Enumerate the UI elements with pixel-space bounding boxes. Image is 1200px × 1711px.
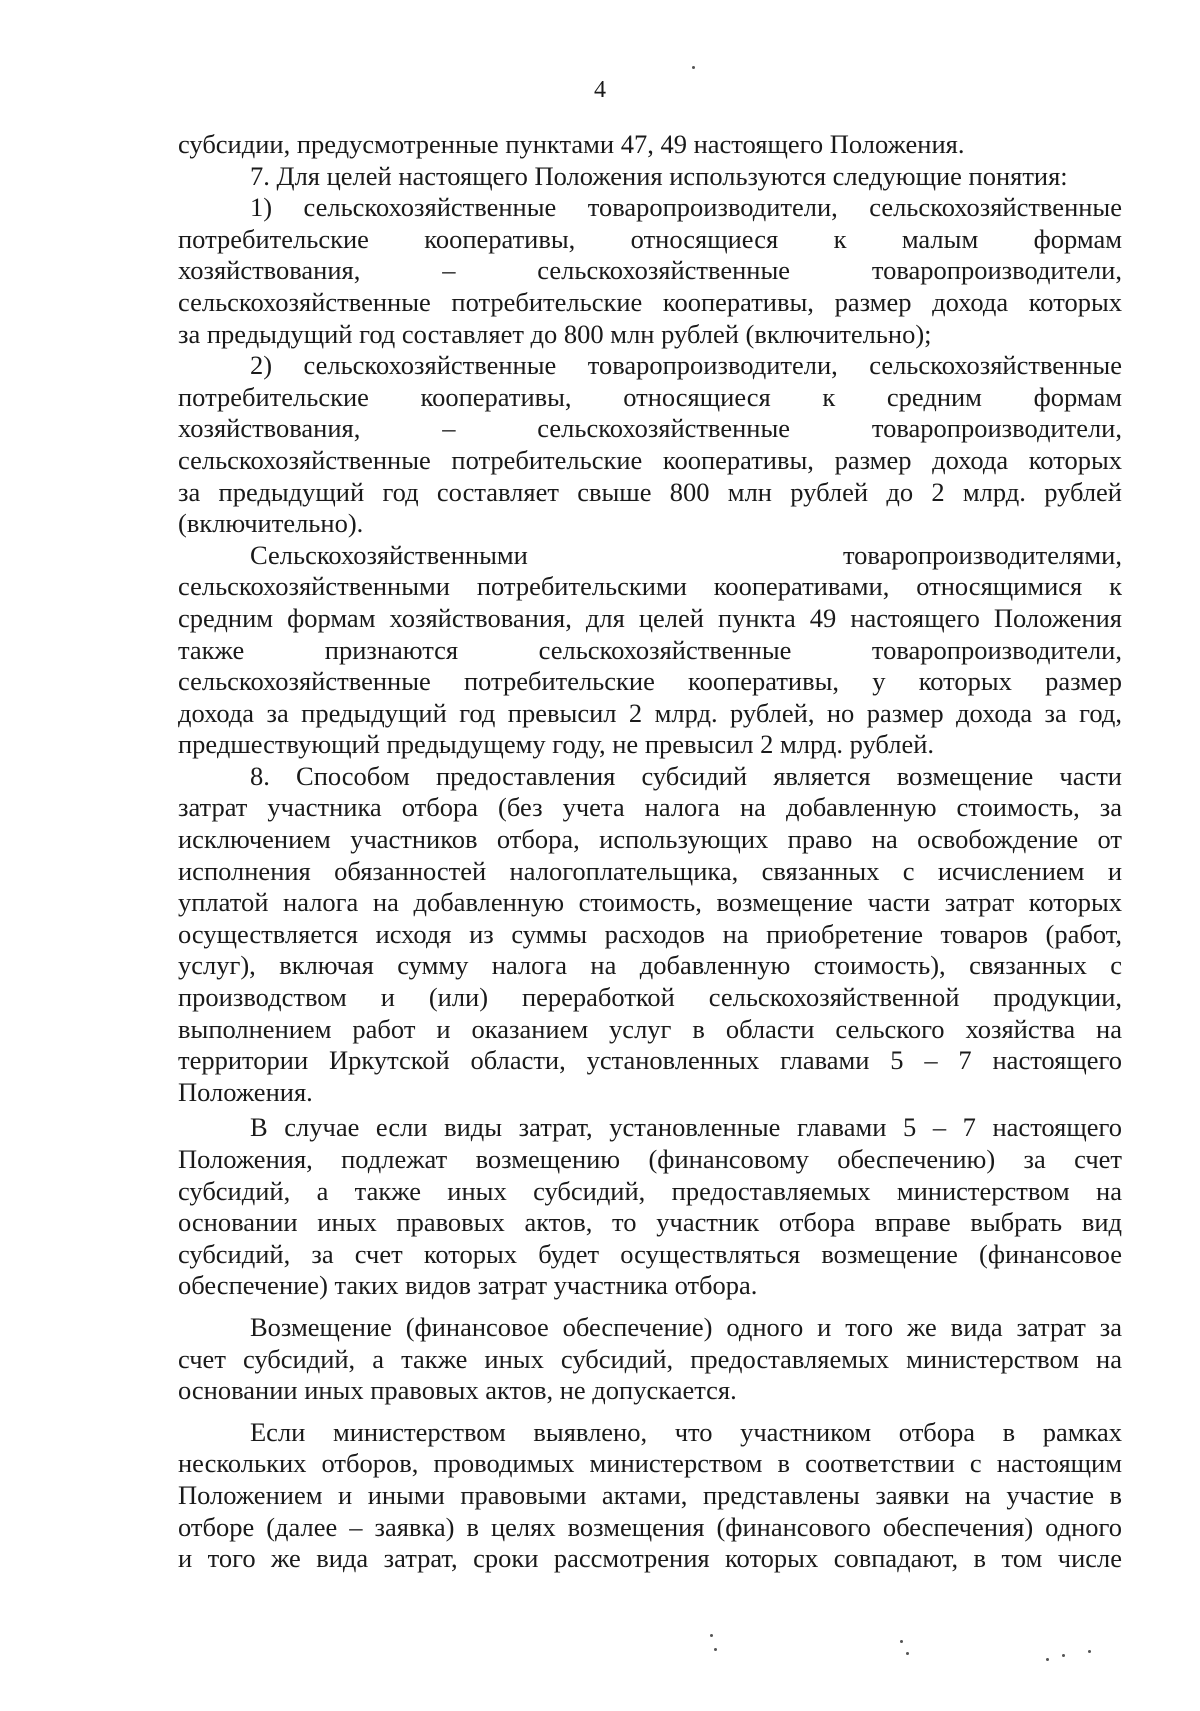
text-line: 7. Для целей настоящего Положения используются следующие понятия: [250, 160, 1068, 191]
text-line: Если министерством выявлено, что участником отбора в рамках [250, 1416, 1122, 1447]
scan-speck [1088, 1650, 1091, 1653]
text-line: Положения, подлежат возмещению (финансовому обеспечению) за счет [178, 1144, 1122, 1174]
paragraph-continuation [178, 129, 1122, 161]
text-line: за предыдущий год составляет до 800 млн рублей (включительно); [178, 318, 932, 349]
text-line: счет субсидий, а также иных субсидий, предоставляемых министерством на [178, 1343, 1122, 1374]
text-line: Положения. [178, 1076, 313, 1107]
text-line: услуг), включая сумму налога на добавленную стоимость), связанных с [178, 950, 1122, 981]
text-line: Сельскохозяйственными товаропроизводителями, [250, 539, 1122, 570]
text-line: сельскохозяйственные потребительские кооперативы, размер дохода которых [178, 286, 1122, 317]
text-line: территории Иркутской области, установленных главами 5 – 7 настоящего [178, 1045, 1122, 1076]
text-line: отборе (далее – заявка) в целях возмещения (финансового обеспечения) одного [178, 1511, 1122, 1542]
text-line: осуществляется исходя из суммы расходов на приобретение товаров (работ, [178, 918, 1122, 949]
text-line: 8. Способом предоставления субсидий является возмещение части [250, 760, 1122, 791]
scan-speck [1062, 1654, 1065, 1657]
text-line: субсидий, за счет которых будет осуществляться возмещение (финансовое [178, 1238, 1122, 1269]
text-line: 2) сельскохозяйственные товаропроизводители, сельскохозяйственные [250, 350, 1122, 381]
scan-speck [710, 1634, 713, 1637]
paragraph-cost-types [178, 1112, 1122, 1302]
text-line: Возмещение (финансовое обеспечение) одного и того же вида затрат за [250, 1311, 1122, 1342]
text-line: потребительские кооперативы, относящиеся к малым формам [178, 223, 1122, 254]
paragraph-subitem-1 [178, 192, 1122, 350]
text-line: затрат участника отбора (без учета налога на добавленную стоимость, за [178, 792, 1122, 823]
text-line: потребительские кооперативы, относящиеся к средним формам [178, 381, 1122, 412]
text-line: уплатой налога на добавленную стоимость, возмещение части затрат которых [178, 887, 1122, 918]
text-line: субсидии, предусмотренные пунктами 47, 49 настоящего Положения. [178, 129, 965, 159]
text-line: предшествующий предыдущему году, не превысил 2 млрд. рублей. [178, 729, 935, 760]
text-line: исключением участников отбора, использующих право на освобождение от [178, 824, 1122, 855]
text-line: за предыдущий год составляет свыше 800 млн рублей до 2 млрд. рублей [178, 476, 1122, 507]
text-line: хозяйствования, – сельскохозяйственные товаропроизводители, [178, 413, 1122, 444]
paragraph-subitem-2 [178, 350, 1122, 540]
text-line: Положением и иными правовыми актами, представлены заявки на участие в [178, 1479, 1122, 1510]
paragraph-item-8 [178, 761, 1122, 1109]
text-line: (включительно). [178, 508, 364, 539]
paragraph-multiple-selections [178, 1417, 1122, 1575]
paragraph-no-duplicate [178, 1312, 1122, 1407]
text-line: основании иных правовых актов, то участник отбора вправе выбрать вид [178, 1207, 1122, 1238]
text-line: средним формам хозяйствования, для целей пункта 49 настоящего Положения [178, 602, 1122, 633]
scan-speck [906, 1652, 909, 1655]
scan-speck [900, 1640, 903, 1643]
text-line: сельскохозяйственные потребительские кооперативы, размер дохода которых [178, 444, 1122, 475]
text-line: сельскохозяйственные потребительские кооперативы, у которых размер [178, 666, 1122, 697]
scan-speck [692, 66, 695, 69]
text-line: обеспечение) таких видов затрат участника отбора. [178, 1270, 758, 1301]
paragraph-medium-forms [178, 540, 1122, 761]
text-line: выполнением работ и оказанием услуг в области сельского хозяйства на [178, 1013, 1122, 1044]
text-line: 1) сельскохозяйственные товаропроизводители, сельскохозяйственные [250, 192, 1122, 223]
text-line: хозяйствования, – сельскохозяйственные товаропроизводители, [178, 255, 1122, 286]
scan-speck [714, 1648, 717, 1651]
text-line: субсидий, а также иных субсидий, предоставляемых министерством на [178, 1175, 1122, 1206]
text-line: нескольких отборов, проводимых министерством в соответствии с настоящим [178, 1448, 1122, 1479]
scan-speck [1046, 1658, 1049, 1661]
text-line: сельскохозяйственными потребительскими кооперативами, относящимися к [178, 571, 1122, 602]
text-line: основании иных правовых актов, не допускается. [178, 1375, 737, 1406]
text-line: также признаются сельскохозяйственные товаропроизводители, [178, 634, 1122, 665]
document-body [178, 129, 1122, 1575]
text-line: дохода за предыдущий год превысил 2 млрд. рублей, но размер дохода за год, [178, 697, 1122, 728]
text-line: исполнения обязанностей налогоплательщика, связанных с исчислением и [178, 855, 1122, 886]
paragraph-item-7 [178, 161, 1122, 193]
text-line: производством и (или) переработкой сельскохозяйственной продукции, [178, 982, 1122, 1013]
text-line: В случае если виды затрат, установленные главами 5 – 7 настоящего [250, 1112, 1122, 1143]
page-number: 4 [594, 77, 606, 103]
text-line: и того же вида затрат, сроки рассмотрения которых совпадают, в том числе [178, 1543, 1122, 1574]
